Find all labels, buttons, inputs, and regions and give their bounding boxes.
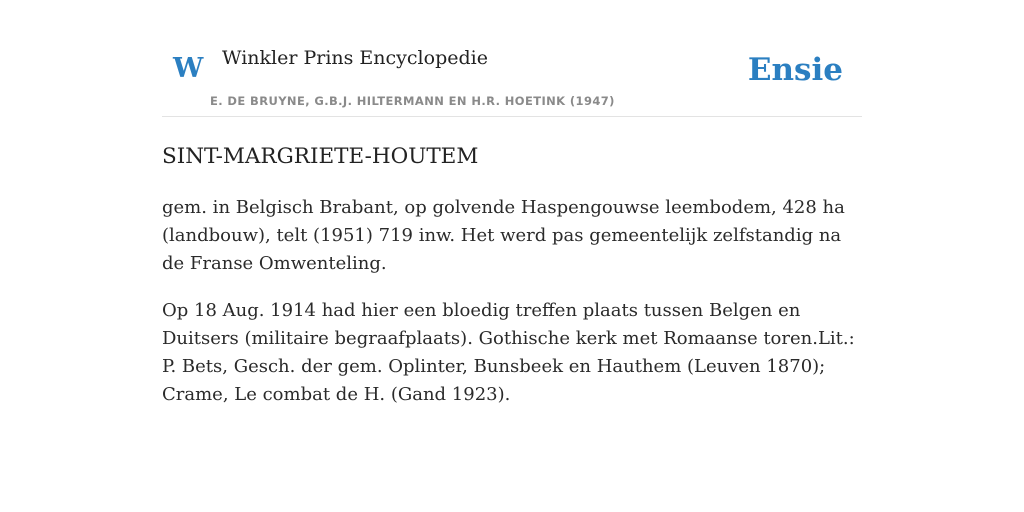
article-paragraph: gem. in Belgisch Brabant, op golvende Haspengouwse leembodem, 428 ha (landbouw), telt (1951) 719 inw. Het werd pas gemeentelijk zelfstandig na de Franse Omwenteling. bbox=[162, 197, 845, 274]
article-title: SINT-MARGRIETE-HOUTEM bbox=[162, 144, 479, 169]
source-header bbox=[162, 0, 862, 117]
source-title-link[interactable]: Winkler Prins Encyclopedie bbox=[222, 47, 488, 69]
article-paragraph: Op 18 Aug. 1914 had hier een bloedig treffen plaats tussen Belgen en Duitsers (militaire begraafplaats). Gothische kerk met Romaanse toren.Lit.: P. Bets, Gesch. der gem. Oplinter, Bunsbeek en Hauthem (Leuven 1870); Crame, Le combat de H. (Gand 1923). bbox=[162, 300, 855, 405]
page-container bbox=[162, 0, 862, 409]
encyclopedia-logo[interactable]: W bbox=[173, 53, 204, 84]
ensie-brand-link[interactable]: Ensie bbox=[747, 52, 843, 88]
source-authors: E. DE BRUYNE, G.B.J. HILTERMANN EN H.R. HOETINK (1947) bbox=[210, 94, 615, 108]
